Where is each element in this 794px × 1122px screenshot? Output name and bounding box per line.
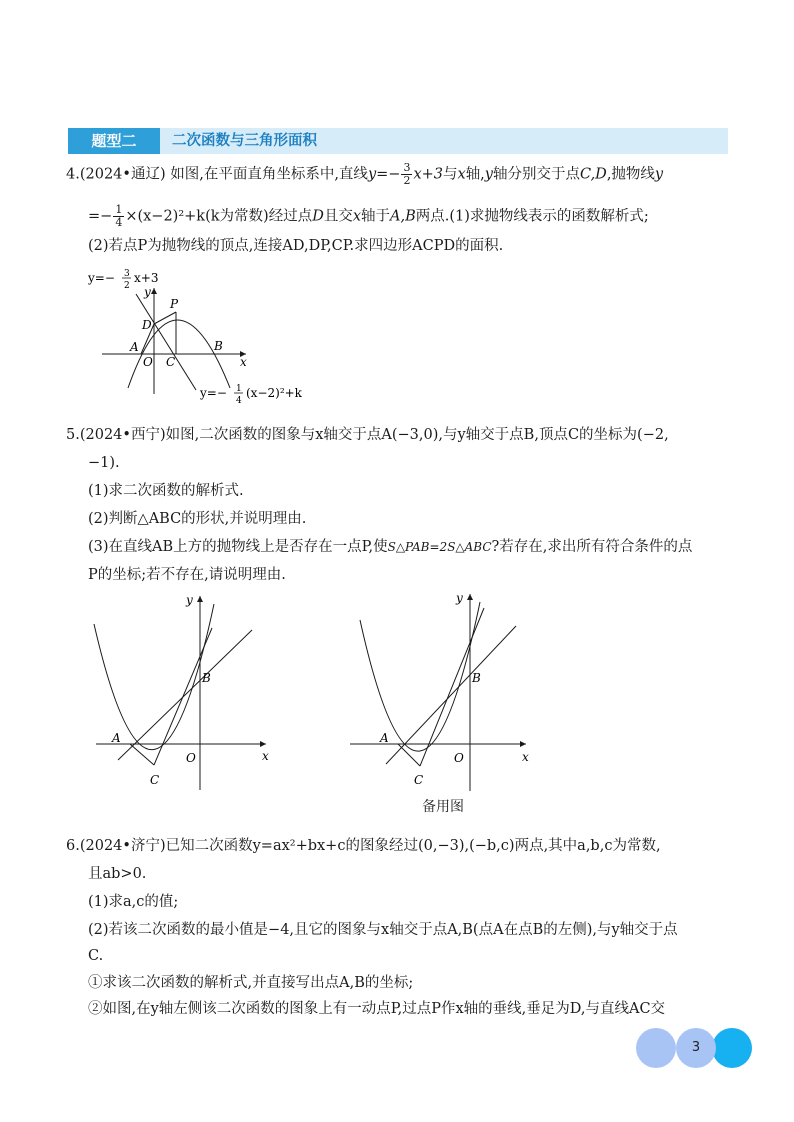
- fig5a-line-ab: [118, 630, 252, 760]
- q4-line-1: 4.(2024•通辽) 如图,在平面直角坐标系中,直线y=− $\frac{3}{2}$ x+3与x轴,y轴分别交于点C,D,抛物线y: [66, 161, 664, 187]
- fig5a-line-ac: [130, 744, 154, 765]
- fig5b-line-ab: [386, 626, 516, 764]
- fig5b-x-label: x: [522, 750, 529, 764]
- section-banner: [68, 128, 728, 154]
- fig4-point-B: B: [214, 339, 223, 353]
- q6-line-2: 且ab>0.: [88, 866, 147, 882]
- q4-figure: [84, 266, 320, 406]
- fig5b-point-O: O: [454, 751, 464, 765]
- q5-line-2: −1).: [88, 455, 120, 471]
- fig4-point-A: A: [130, 340, 139, 354]
- fig5a-parabola: [94, 604, 214, 750]
- fig4-segment-dp: [154, 312, 176, 324]
- fig4-line-label-post: x+3: [134, 271, 159, 285]
- fig5b-parabola: [360, 602, 480, 751]
- fig4-frac-num: 3: [124, 269, 130, 279]
- fig5b-point-C: C: [414, 773, 424, 787]
- q5-line-6: P的坐标;若不存在,请说明理由.: [88, 567, 286, 583]
- fig4-line: [136, 294, 196, 390]
- fig5b-point-B: B: [472, 671, 481, 685]
- q5-figure-spare: [346, 586, 536, 791]
- fig4-y-label: y: [144, 285, 151, 299]
- q5-figure-main: [88, 590, 278, 795]
- q6-line-7: ②如图,在y轴左侧该二次函数的图象上有一动点P,过点P作x轴的垂线,垂足为D,与直线AC交: [88, 1001, 666, 1017]
- fig5a-point-B: B: [202, 671, 211, 685]
- fig5b-line-cb: [420, 608, 484, 766]
- fig5a-point-O: O: [186, 751, 196, 765]
- fig5b-point-A: A: [380, 731, 389, 745]
- fig4-x-label: x: [240, 355, 247, 369]
- page-dot-1: [636, 1028, 676, 1068]
- fig4-parab-frac-den: 4: [236, 396, 242, 406]
- fig4-point-O: O: [143, 355, 153, 369]
- figure-caption: 备用图: [422, 799, 464, 815]
- q5-line-3: (1)求二次函数的解析式.: [88, 483, 244, 499]
- fig4-point-C: C: [166, 355, 176, 369]
- q5-line-5: (3)在直线AB上方的抛物线上是否存在一点P,使S△PAB=2S△ABC?若存在,求出所有符合条件的点: [88, 539, 693, 555]
- fig4-frac-den: 2: [124, 281, 130, 291]
- q4-line-2: =− $\frac{1}{4}$ ×(x−2)²+k(k为常数)经过点D且交x轴于A,B两点.(1)求抛物线表示的函数解析式;: [88, 203, 649, 229]
- fig4-point-D: D: [142, 318, 152, 332]
- fig4-parab-frac-num: 1: [236, 384, 242, 394]
- fig5a-x-label: x: [262, 749, 269, 763]
- q6-line-5: C.: [88, 948, 104, 964]
- fig4-point-P: P: [170, 297, 179, 311]
- fig5a-y-label: y: [186, 593, 193, 607]
- fig5a-point-C: C: [150, 773, 160, 787]
- page-number: 3: [676, 1028, 716, 1068]
- fig5b-line-ac: [398, 744, 420, 766]
- q6-line-3: (1)求a,c的值;: [88, 894, 179, 910]
- q6-line-4: (2)若该二次函数的最小值是−4,且它的图象与x轴交于点A,B(点A在点B的左侧),与y轴交于点: [88, 922, 678, 938]
- q5-line-1: 5.(2024•西宁)如图,二次函数的图象与x轴交于点A(−3,0),与y轴交于点B,顶点C的坐标为(−2,: [66, 427, 669, 443]
- fig4-line-label-pre: y=−: [88, 271, 115, 285]
- fig5b-y-label: y: [456, 591, 463, 605]
- q6-line-1: 6.(2024•济宁)已知二次函数y=ax²+bx+c的图象经过(0,−3),(−b,c)两点,其中a,b,c为常数,: [66, 838, 661, 854]
- fig4-parab-label-post: (x−2)²+k: [246, 386, 302, 400]
- q4-line-3: (2)若点P为抛物线的顶点,连接AD,DP,CP.求四边形ACPD的面积.: [88, 238, 504, 254]
- fig5a-point-A: A: [112, 731, 121, 745]
- section-title: 二次函数与三角形面积: [172, 133, 317, 149]
- q5-line-4: (2)判断△ABC的形状,并说明理由.: [88, 511, 307, 527]
- section-tag: 题型二: [68, 128, 160, 154]
- page-dot-3: [712, 1028, 752, 1068]
- q6-line-6: ①求该二次函数的解析式,并直接写出点A,B的坐标;: [88, 975, 414, 991]
- fig4-parab-label-pre: y=−: [200, 386, 227, 400]
